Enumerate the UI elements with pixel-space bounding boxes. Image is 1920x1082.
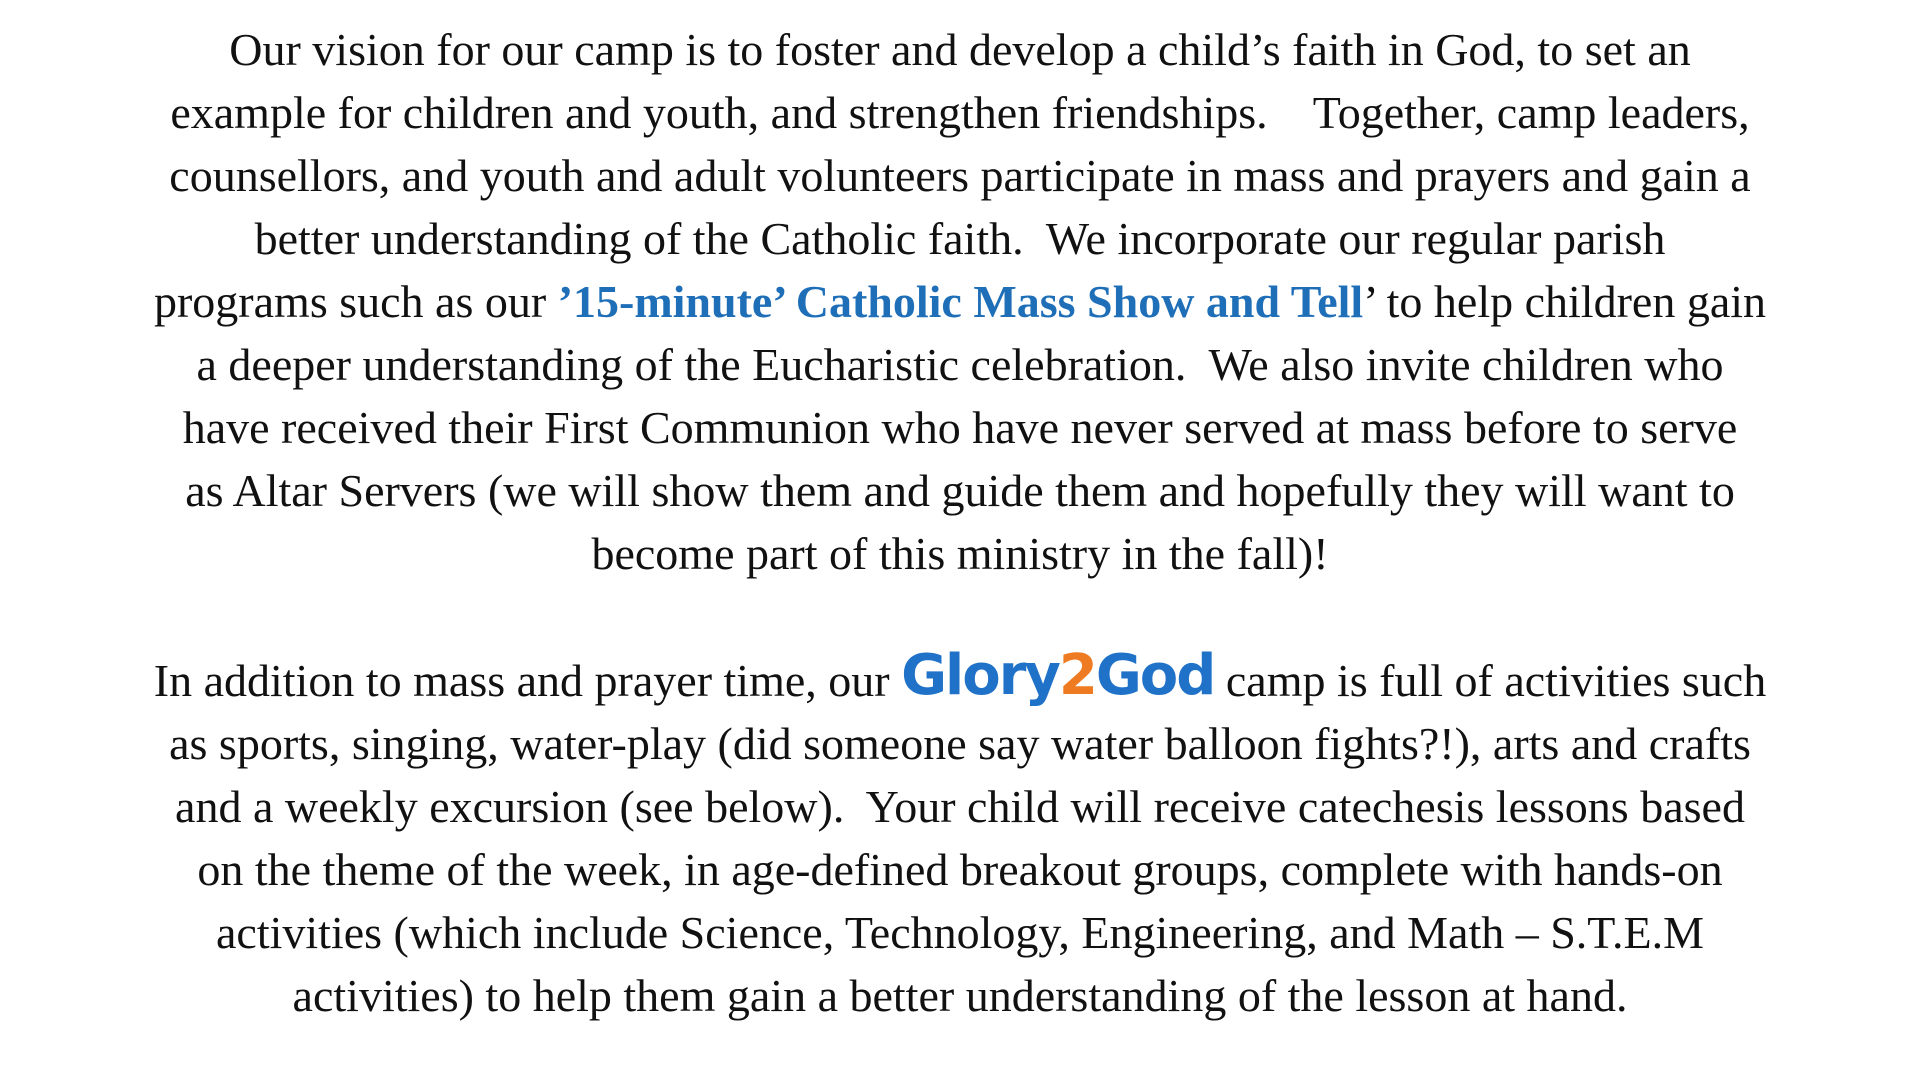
text-segment: camp is full of activities such [1214, 655, 1767, 706]
text-line: as Altar Servers (we will show them and guide them and hopefully they will want to [185, 465, 1735, 516]
glory2god-logo [901, 643, 1215, 708]
text-line [0, 270, 1920, 333]
text-line: Our vision for our camp is to foster and develop a child’s faith in God, to set an [229, 24, 1691, 75]
text-line: a deeper understanding of the Eucharistic celebration. We also invite children who [196, 339, 1724, 390]
text-line: become part of this ministry in the fall)! [591, 528, 1329, 579]
text-line: counsellors, and youth and adult volunteers participate in mass and prayers and gain a [169, 150, 1751, 201]
text-line: as sports, singing, water-play (did someone say water balloon fights?!), arts and crafts [169, 718, 1751, 769]
document-body [0, 18, 1920, 1027]
text-line: have received their First Communion who have never served at mass before to serve [182, 402, 1738, 453]
vision-paragraph [0, 18, 1920, 585]
logo-text-god: God [1095, 643, 1215, 708]
activities-paragraph [0, 643, 1920, 1027]
text-line [0, 643, 1920, 712]
text-line: activities (which include Science, Technology, Engineering, and Math – S.T.E.M [216, 907, 1704, 958]
logo-text-2: 2 [1058, 643, 1096, 708]
text-segment: ’ to help children gain [1363, 276, 1767, 327]
text-line: better understanding of the Catholic faith. We incorporate our regular parish [254, 213, 1666, 264]
text-line: example for children and youth, and strengthen friendships. Together, camp leaders, [170, 87, 1750, 138]
paragraph-gap [0, 585, 1920, 648]
text-line: on the theme of the week, in age-defined breakout groups, complete with hands-on [197, 844, 1723, 895]
text-segment: programs such as our [153, 276, 558, 327]
logo-text-glory: Glory [901, 643, 1059, 708]
text-line: and a weekly excursion (see below). Your child will receive catechesis lessons based [175, 781, 1745, 832]
text-segment: In addition to mass and prayer time, our [153, 655, 902, 706]
text-line: activities) to help them gain a better understanding of the lesson at hand. [292, 970, 1628, 1021]
mass-show-and-tell-highlight: ’15-minute’ Catholic Mass Show and Tell [557, 276, 1364, 327]
